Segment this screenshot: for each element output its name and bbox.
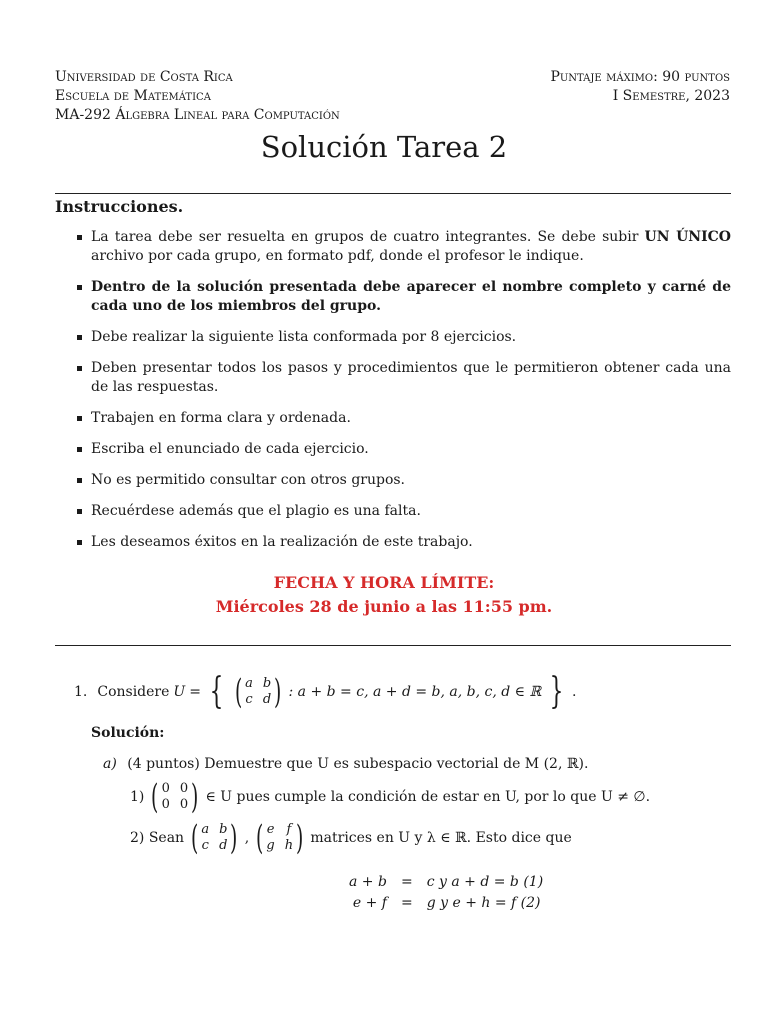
left-paren-icon: (: [191, 818, 199, 858]
set-condition: : a + b = c, a + d = b, a, b, c, d ∈ ℝ: [288, 683, 542, 700]
instructions-list: [55, 228, 731, 564]
bullet-icon: [77, 366, 82, 371]
page-title: Solución Tarea 2: [260, 130, 508, 164]
set-variable: U: [173, 683, 186, 700]
equation-system: [345, 872, 547, 914]
comma: ,: [244, 829, 250, 846]
bullet-icon: [77, 447, 82, 452]
list-item: Recuérdese además que el plagio es una falta.: [55, 502, 731, 521]
exercise-1-statement: [74, 671, 577, 712]
bullet-icon: [77, 416, 82, 421]
step-1-text: ∈ U pues cumple la condición de estar en U, por lo que U ≠ ∅.: [205, 788, 651, 805]
bottom-divider: [55, 645, 731, 646]
right-paren-icon: ): [230, 818, 238, 858]
right-brace-icon: }: [549, 671, 564, 712]
exercise-number: 1.: [74, 683, 88, 700]
exercise-lead: Considere: [97, 683, 170, 700]
step-2-text: matrices en U y λ ∈ ℝ. Esto dice que: [310, 829, 572, 846]
solution-label: Solución:: [91, 725, 165, 741]
step-2: [130, 818, 572, 858]
part-a: [103, 755, 588, 774]
list-item: No es permitido consultar con otros grupos.: [55, 471, 731, 490]
bullet-icon: [77, 509, 82, 514]
right-paren-icon: ): [191, 777, 199, 817]
header-left: [55, 68, 340, 125]
step-1-label: 1): [130, 788, 145, 805]
school-name: Escuela de Matemática: [55, 88, 211, 104]
left-paren-icon: (: [256, 818, 264, 858]
list-item: Debe realizar la siguiente lista conformada por 8 ejercicios.: [55, 328, 731, 347]
bullet-icon: [77, 478, 82, 483]
equals-sign: =: [189, 683, 201, 700]
header-right: [550, 68, 730, 106]
list-item: Trabajen en forma clara y ordenada.: [55, 409, 731, 428]
semester: I Semestre, 2023: [612, 88, 730, 104]
equation-row: e + f = g y e + h = f (2): [352, 895, 541, 911]
list-item: Dentro de la solución presentada debe aparecer el nombre completo y carné de cada uno de los miembros del grupo.: [55, 278, 731, 316]
deadline-date: Miércoles 28 de junio a las 11:55 pm.: [215, 597, 553, 616]
step-2-label: 2) Sean: [130, 829, 185, 846]
list-item: Escriba el enunciado de cada ejercicio.: [55, 440, 731, 459]
right-paren-icon: ): [296, 818, 304, 858]
list-item: La tarea debe ser resuelta en grupos de cuatro integrantes. Se debe subir UN ÚNICO archivo por cada grupo, en formato pdf, donde el profesor le indique.: [55, 228, 731, 266]
equation-row: a + b = c y a + d = b (1): [349, 874, 544, 890]
period: .: [572, 683, 577, 700]
zero-matrix: ( 0 0 0 0 ): [151, 777, 199, 817]
top-divider: [55, 193, 731, 194]
matrix-abcd: ( a b c d ): [191, 818, 238, 858]
instructions-heading: Instrucciones.: [55, 197, 184, 216]
matrix-abcd: ( a b c d ): [234, 672, 282, 712]
deadline-heading: FECHA Y HORA LÍMITE:: [273, 573, 495, 592]
part-a-text: (4 puntos) Demuestre que U es subespacio vectorial de M (2, ℝ).: [127, 756, 589, 772]
bullet-icon: [77, 540, 82, 545]
step-1: [130, 777, 651, 817]
deadline-block: [0, 571, 768, 619]
bullet-icon: [77, 285, 82, 290]
list-item: Deben presentar todos los pasos y procedimientos que le permitieron obtener cada una de las respuestas.: [55, 359, 731, 397]
university-name: Universidad de Costa Rica: [55, 69, 233, 85]
part-a-label: a): [103, 756, 117, 772]
bullet-icon: [77, 235, 82, 240]
left-paren-icon: (: [234, 672, 243, 712]
left-brace-icon: {: [209, 671, 224, 712]
bullet-icon: [77, 335, 82, 340]
right-paren-icon: ): [274, 672, 282, 712]
course-name: MA-292 Álgebra Lineal para Computación: [55, 107, 340, 123]
list-item: Les deseamos éxitos en la realización de este trabajo.: [55, 533, 731, 552]
max-score: Puntaje máximo: 90 puntos: [550, 69, 730, 85]
left-paren-icon: (: [151, 777, 159, 817]
matrix-efgh: ( e f g h ): [256, 818, 304, 858]
